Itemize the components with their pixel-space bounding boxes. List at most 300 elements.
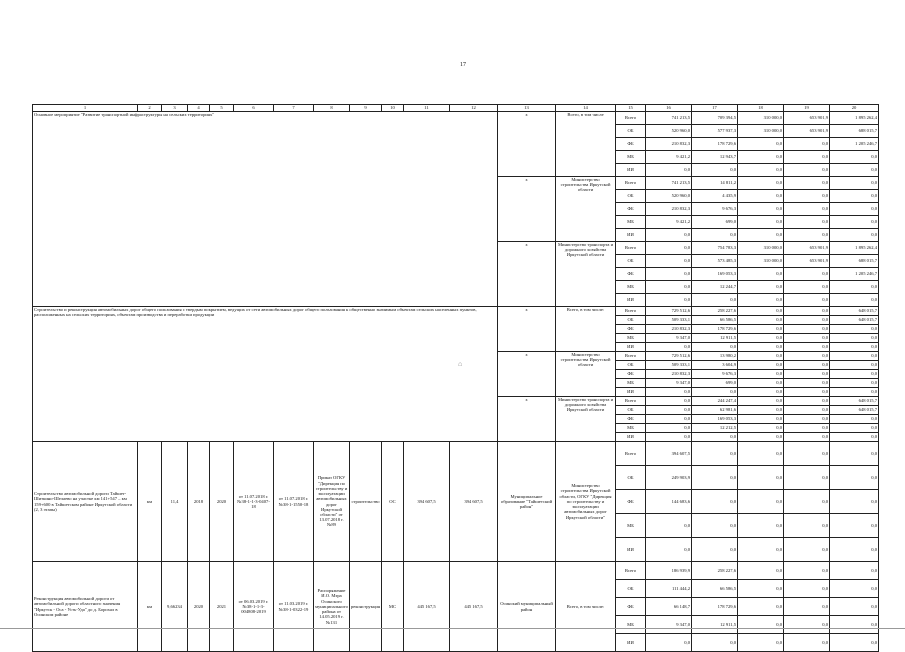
construction-permit: от 11.07.2018 г. №38-1-1550-18 <box>274 442 314 562</box>
amount-cell: 0,0 <box>784 490 830 514</box>
amount-cell: 0,0 <box>784 616 830 634</box>
object-status: МС <box>382 562 404 652</box>
column-number: 9 <box>350 105 382 112</box>
amount-cell: 0,0 <box>784 370 830 379</box>
fund-source: Всего <box>616 352 646 361</box>
amount-cell: 729 512,6 <box>646 352 692 361</box>
table-row <box>33 562 879 580</box>
amount-cell: 0,0 <box>784 307 830 316</box>
amount-cell: 249 903,9 <box>646 466 692 490</box>
amount-cell: 0,0 <box>738 634 784 652</box>
amount-cell: 1 205 246,7 <box>830 268 879 281</box>
amount-cell: 0,0 <box>738 316 784 325</box>
amount-cell: 1 205 246,7 <box>830 138 879 151</box>
amount-cell: 0,0 <box>784 361 830 370</box>
amount-cell: 0,0 <box>784 538 830 562</box>
amount-cell: 0,0 <box>830 415 879 424</box>
amount-cell: 0,0 <box>830 379 879 388</box>
amount-cell: 169 053,3 <box>692 268 738 281</box>
amount-cell: 0,0 <box>646 242 692 255</box>
fund-source: МБ <box>616 216 646 229</box>
amount-cell: 0,0 <box>692 229 738 242</box>
fund-source: МБ <box>616 424 646 433</box>
amount-cell: 0,0 <box>830 361 879 370</box>
amount-cell: 0,0 <box>692 634 738 652</box>
table-row <box>33 105 879 112</box>
column-number: 6 <box>234 105 274 112</box>
amount-cell: 0,0 <box>784 634 830 652</box>
amount-cell: 0,0 <box>646 415 692 424</box>
fund-source: ОБ <box>616 406 646 415</box>
amount-cell: 0,0 <box>830 334 879 343</box>
amount-cell: 0,0 <box>738 294 784 307</box>
capacity: 11,4 <box>162 442 188 562</box>
remaining-cost: 445 167,5 <box>450 562 498 652</box>
amount-cell: 210 832,3 <box>646 203 692 216</box>
amount-cell: 0,0 <box>830 216 879 229</box>
amount-cell: 0,0 <box>784 415 830 424</box>
program-table <box>32 104 879 652</box>
responsible-executor: Министерство строительства Иркутской области, ОГКУ "Дирекция по строительству и эксплуатации автомобильных дорог Иркутской области" <box>556 442 616 562</box>
amount-cell: 144 683,6 <box>646 490 692 514</box>
amount-cell: 0,0 <box>830 229 879 242</box>
amount-cell: 653 901,9 <box>784 125 830 138</box>
amount-cell: 509 333,1 <box>646 316 692 325</box>
fund-source: Всего <box>616 177 646 190</box>
amount-cell: 729 512,6 <box>646 307 692 316</box>
column-number: 19 <box>784 105 830 112</box>
column-number: 8 <box>314 105 350 112</box>
amount-cell: 741 213,5 <box>646 177 692 190</box>
fund-source: Всего <box>616 442 646 466</box>
fund-source: ОБ <box>616 125 646 138</box>
amount-cell: 0,0 <box>830 177 879 190</box>
capacity: 9,66234 <box>162 562 188 652</box>
fund-source: Всего <box>616 307 646 316</box>
end-year: 2020 <box>210 442 234 562</box>
amount-cell: 0,0 <box>692 442 738 466</box>
amount-cell: 0,0 <box>646 433 692 442</box>
amount-cell: 0,0 <box>738 433 784 442</box>
column-number: 4 <box>188 105 210 112</box>
amount-cell: 310 000,0 <box>738 242 784 255</box>
amount-cell: 66 586,5 <box>692 580 738 598</box>
amount-cell: 186 939,9 <box>646 562 692 580</box>
amount-cell: 9 347,0 <box>646 616 692 634</box>
amount-cell: 0,0 <box>784 190 830 203</box>
amount-cell: 14 811,2 <box>692 177 738 190</box>
fund-source: МБ <box>616 281 646 294</box>
amount-cell: 111 444,2 <box>646 580 692 598</box>
amount-cell: 0,0 <box>830 325 879 334</box>
amount-cell: 258 227,6 <box>692 307 738 316</box>
amount-cell: 9 421,2 <box>646 151 692 164</box>
amount-cell: 0,0 <box>646 255 692 268</box>
works-type: реконструкция <box>350 562 382 652</box>
fund-source: ФБ <box>616 325 646 334</box>
amount-cell: 0,0 <box>830 343 879 352</box>
amount-cell: 0,0 <box>784 352 830 361</box>
amount-cell: 0,0 <box>830 424 879 433</box>
amount-cell: 699,0 <box>692 216 738 229</box>
column-number: 15 <box>616 105 646 112</box>
amount-cell: 169 053,3 <box>692 415 738 424</box>
amount-cell: 1 895 262,4 <box>830 112 879 125</box>
fund-source: МБ <box>616 514 646 538</box>
fund-source: Всего <box>616 112 646 125</box>
amount-cell: 0,0 <box>784 433 830 442</box>
unit: км <box>138 562 162 652</box>
amount-cell: 688 015,7 <box>830 255 879 268</box>
amount-cell: 0,0 <box>738 325 784 334</box>
amount-cell: 0,0 <box>738 190 784 203</box>
responsible-executor: Министерство транспорта и дорожного хозяйства Иркутской области <box>556 397 616 442</box>
amount-cell: 0,0 <box>738 307 784 316</box>
amount-cell: 0,0 <box>784 514 830 538</box>
fund-source: ФБ <box>616 138 646 151</box>
amount-cell: 0,0 <box>692 538 738 562</box>
fund-source: ОБ <box>616 190 646 203</box>
amount-cell: 9 676,3 <box>692 370 738 379</box>
fund-source: МБ <box>616 334 646 343</box>
amount-cell: 0,0 <box>784 562 830 580</box>
amount-cell: 310 000,0 <box>738 125 784 138</box>
expert-conclusion: от 06.03.2019 г. №38-1-1-3-004808-2019 <box>234 562 274 652</box>
responsible-executor: Министерство транспорта и дорожного хозяйства Иркутской области <box>556 242 616 307</box>
amount-cell: 0,0 <box>830 562 879 580</box>
amount-cell: 709 394,5 <box>692 112 738 125</box>
amount-cell: 0,0 <box>784 281 830 294</box>
amount-cell: 0,0 <box>692 294 738 307</box>
responsible-executor: Всего, в том числе <box>556 112 616 177</box>
amount-cell: 0,0 <box>692 388 738 397</box>
fund-source: ИИ <box>616 538 646 562</box>
amount-cell: 0,0 <box>830 433 879 442</box>
amount-cell: 12 943,7 <box>692 151 738 164</box>
amount-cell: 0,0 <box>738 580 784 598</box>
amount-cell: 9 676,3 <box>692 203 738 216</box>
amount-cell: 4 435,9 <box>692 190 738 203</box>
fund-source: Всего <box>616 562 646 580</box>
page-bottom-rule <box>0 628 905 631</box>
amount-cell: 0,0 <box>738 379 784 388</box>
column-number: 5 <box>210 105 234 112</box>
column-number: 17 <box>692 105 738 112</box>
amount-cell: 0,0 <box>784 379 830 388</box>
amount-cell: 0,0 <box>738 138 784 151</box>
fund-source: ФБ <box>616 268 646 281</box>
fund-source: ОБ <box>616 316 646 325</box>
scan-mark: ⌂ <box>458 360 463 368</box>
fund-source: ОБ <box>616 255 646 268</box>
amount-cell: 0,0 <box>784 406 830 415</box>
fund-source: ИИ <box>616 164 646 177</box>
amount-cell: 12 911,5 <box>692 334 738 343</box>
x-mark: х <box>498 397 556 442</box>
amount-cell: 310 000,0 <box>738 255 784 268</box>
fund-source: ФБ <box>616 490 646 514</box>
amount-cell: 0,0 <box>646 406 692 415</box>
amount-cell: 178 729,6 <box>692 598 738 616</box>
fund-source: ФБ <box>616 415 646 424</box>
amount-cell: 66 148,7 <box>646 598 692 616</box>
start-year: 2020 <box>188 562 210 652</box>
amount-cell: 0,0 <box>738 442 784 466</box>
fund-source: ФБ <box>616 370 646 379</box>
amount-cell: 0,0 <box>830 538 879 562</box>
amount-cell: 0,0 <box>738 281 784 294</box>
column-number: 10 <box>382 105 404 112</box>
fund-source: ИИ <box>616 294 646 307</box>
amount-cell: 210 832,3 <box>646 370 692 379</box>
column-number: 7 <box>274 105 314 112</box>
amount-cell: 0,0 <box>738 616 784 634</box>
amount-cell: 0,0 <box>738 388 784 397</box>
amount-cell: 0,0 <box>830 514 879 538</box>
amount-cell: 178 729,6 <box>692 325 738 334</box>
responsible-executor: Министерство строительства Иркутской области <box>556 177 616 242</box>
amount-cell: 0,0 <box>784 598 830 616</box>
end-year: 2021 <box>210 562 234 652</box>
amount-cell: 12 244,7 <box>692 281 738 294</box>
amount-cell: 9 347,0 <box>646 379 692 388</box>
fund-source: ИИ <box>616 634 646 652</box>
amount-cell: 0,0 <box>784 138 830 151</box>
amount-cell: 394 607,5 <box>646 442 692 466</box>
amount-cell: 0,0 <box>738 538 784 562</box>
amount-cell: 0,0 <box>646 424 692 433</box>
amount-cell: 0,0 <box>784 325 830 334</box>
amount-cell: 0,0 <box>830 580 879 598</box>
amount-cell: 0,0 <box>692 466 738 490</box>
amount-cell: 0,0 <box>830 442 879 466</box>
amount-cell: 0,0 <box>738 490 784 514</box>
x-mark: х <box>498 242 556 307</box>
amount-cell: 648 015,7 <box>830 316 879 325</box>
amount-cell: 0,0 <box>784 397 830 406</box>
amount-cell: 741 213,5 <box>646 112 692 125</box>
amount-cell: 0,0 <box>646 229 692 242</box>
amount-cell: 688 015,7 <box>830 125 879 138</box>
measure-name: Строительство и реконструкция автомобильных дорог общего пользования с твердым покрытием, ведущих от сети автомобильных дорог общего пользования к общественно значимым объектам сельских населенных пунктов, расположенных на сельских территориях, объектам производства и переработки продукции <box>33 307 498 442</box>
fund-source: ИИ <box>616 229 646 242</box>
object-status: ОС <box>382 442 404 562</box>
start-year: 2018 <box>188 442 210 562</box>
amount-cell: 0,0 <box>738 352 784 361</box>
total-cost: 394 607,5 <box>404 442 450 562</box>
amount-cell: 0,0 <box>784 466 830 490</box>
amount-cell: 0,0 <box>830 466 879 490</box>
amount-cell: 653 901,9 <box>784 255 830 268</box>
amount-cell: 0,0 <box>830 598 879 616</box>
amount-cell: 0,0 <box>830 281 879 294</box>
object-name: Строительство автомобильной дороги Тайшет-Шиткино-Шелаево на участке км 141+547 – км 159+600 в Тайшетском районе Иркутской области (2, 3 этапы) <box>33 442 138 562</box>
amount-cell: 0,0 <box>646 294 692 307</box>
column-number: 20 <box>830 105 879 112</box>
amount-cell: 0,0 <box>830 294 879 307</box>
responsible-executor: Всего, в том числе: <box>556 562 616 652</box>
amount-cell: 520 960,0 <box>646 125 692 138</box>
works-type: строительство <box>350 442 382 562</box>
amount-cell: 509 333,1 <box>646 361 692 370</box>
x-mark: х <box>498 177 556 242</box>
amount-cell: 0,0 <box>738 177 784 190</box>
amount-cell: 0,0 <box>830 151 879 164</box>
x-mark: х <box>498 112 556 177</box>
amount-cell: 0,0 <box>738 229 784 242</box>
amount-cell: 699,0 <box>692 379 738 388</box>
amount-cell: 0,0 <box>738 268 784 281</box>
amount-cell: 66 586,5 <box>692 316 738 325</box>
amount-cell: 0,0 <box>738 343 784 352</box>
amount-cell: 0,0 <box>830 370 879 379</box>
amount-cell: 0,0 <box>646 514 692 538</box>
amount-cell: 0,0 <box>646 343 692 352</box>
responsible-executor: Министерство строительства Иркутской области <box>556 352 616 397</box>
amount-cell: 0,0 <box>738 406 784 415</box>
column-number: 11 <box>404 105 450 112</box>
fund-source: ИИ <box>616 433 646 442</box>
table-row <box>33 442 879 466</box>
amount-cell: 0,0 <box>738 397 784 406</box>
amount-cell: 0,0 <box>738 370 784 379</box>
table-row <box>33 112 879 125</box>
amount-cell: 0,0 <box>692 164 738 177</box>
amount-cell: 0,0 <box>738 415 784 424</box>
amount-cell: 0,0 <box>692 343 738 352</box>
fund-source: ИИ <box>616 343 646 352</box>
amount-cell: 754 783,3 <box>692 242 738 255</box>
fund-source: ФБ <box>616 203 646 216</box>
customer: Муниципальное образование "Тайшетский район" <box>498 442 556 562</box>
amount-cell: 0,0 <box>646 397 692 406</box>
amount-cell: 0,0 <box>784 177 830 190</box>
amount-cell: 653 901,9 <box>784 242 830 255</box>
amount-cell: 3 604,9 <box>692 361 738 370</box>
column-number: 18 <box>738 105 784 112</box>
column-number: 1 <box>33 105 138 112</box>
fund-source: ОБ <box>616 466 646 490</box>
amount-cell: 0,0 <box>784 294 830 307</box>
unit: км <box>138 442 162 562</box>
amount-cell: 210 832,3 <box>646 138 692 151</box>
fund-source: МБ <box>616 379 646 388</box>
amount-cell: 0,0 <box>784 216 830 229</box>
amount-cell: 0,0 <box>738 334 784 343</box>
object-name: Реконструкция автомобильной дороги от автомобильной дороги областного значения "Иркутск - Оса - Усть-Уда" до д. Борохал в Осинском районе <box>33 562 138 652</box>
column-number: 3 <box>162 105 188 112</box>
amount-cell: 0,0 <box>692 433 738 442</box>
amount-cell: 0,0 <box>738 151 784 164</box>
fund-source: ИИ <box>616 388 646 397</box>
amount-cell: 0,0 <box>784 580 830 598</box>
fund-source: ФБ <box>616 598 646 616</box>
amount-cell: 0,0 <box>784 268 830 281</box>
approval-order: Распоряжение И.О. Мэра Осинского муниципального района от 14.05.2019 г. №131 <box>314 562 350 652</box>
amount-cell: 0,0 <box>784 316 830 325</box>
amount-cell: 0,0 <box>692 514 738 538</box>
amount-cell: 0,0 <box>738 598 784 616</box>
amount-cell: 573 485,3 <box>692 255 738 268</box>
column-number: 12 <box>450 105 498 112</box>
amount-cell: 0,0 <box>784 343 830 352</box>
amount-cell: 0,0 <box>784 229 830 242</box>
fund-source: ОБ <box>616 580 646 598</box>
amount-cell: 0,0 <box>830 490 879 514</box>
amount-cell: 0,0 <box>646 164 692 177</box>
column-number: 2 <box>138 105 162 112</box>
amount-cell: 0,0 <box>784 442 830 466</box>
amount-cell: 13 980,2 <box>692 352 738 361</box>
amount-cell: 0,0 <box>738 216 784 229</box>
amount-cell: 0,0 <box>784 388 830 397</box>
amount-cell: 648 015,7 <box>830 307 879 316</box>
amount-cell: 0,0 <box>830 352 879 361</box>
column-number: 16 <box>646 105 692 112</box>
amount-cell: 648 015,7 <box>830 397 879 406</box>
page-number: 17 <box>460 62 466 68</box>
amount-cell: 0,0 <box>830 164 879 177</box>
amount-cell: 1 895 262,4 <box>830 242 879 255</box>
amount-cell: 0,0 <box>738 466 784 490</box>
amount-cell: 9 421,2 <box>646 216 692 229</box>
amount-cell: 62 981,6 <box>692 406 738 415</box>
column-number: 13 <box>498 105 556 112</box>
amount-cell: 210 832,3 <box>646 325 692 334</box>
remaining-cost: 394 607,5 <box>450 442 498 562</box>
amount-cell: 0,0 <box>646 538 692 562</box>
amount-cell: 0,0 <box>784 424 830 433</box>
amount-cell: 0,0 <box>784 151 830 164</box>
amount-cell: 12 911,5 <box>692 616 738 634</box>
amount-cell: 0,0 <box>738 562 784 580</box>
amount-cell: 0,0 <box>738 514 784 538</box>
fund-source: Всего <box>616 242 646 255</box>
table-row <box>33 307 879 316</box>
fund-source: МБ <box>616 151 646 164</box>
amount-cell: 653 901,9 <box>784 112 830 125</box>
amount-cell: 0,0 <box>830 616 879 634</box>
amount-cell: 0,0 <box>738 424 784 433</box>
x-mark: х <box>498 352 556 397</box>
fund-source: Всего <box>616 397 646 406</box>
amount-cell: 258 227,6 <box>692 562 738 580</box>
amount-cell: 0,0 <box>784 334 830 343</box>
amount-cell: 9 347,0 <box>646 334 692 343</box>
total-cost: 445 167,5 <box>404 562 450 652</box>
amount-cell: 0,0 <box>646 281 692 294</box>
amount-cell: 178 729,6 <box>692 138 738 151</box>
amount-cell: 648 015,7 <box>830 406 879 415</box>
approval-order: Приказ ОГКУ "Дирекция по строительству и эксплуатации автомобильных дорог Иркутской области" от 13.07.2018 г. №89 <box>314 442 350 562</box>
amount-cell: 520 960,0 <box>646 190 692 203</box>
responsible-executor: Всего, в том числе: <box>556 307 616 352</box>
expert-conclusion: от 11.07.2018 г. №38-1-1-3-0407-18 <box>234 442 274 562</box>
amount-cell: 0,0 <box>646 268 692 281</box>
amount-cell: 0,0 <box>830 203 879 216</box>
amount-cell: 244 247,4 <box>692 397 738 406</box>
customer: Осинский муниципальный район <box>498 562 556 652</box>
amount-cell: 0,0 <box>646 388 692 397</box>
x-mark: х <box>498 307 556 352</box>
amount-cell: 0,0 <box>784 164 830 177</box>
amount-cell: 0,0 <box>738 203 784 216</box>
amount-cell: 0,0 <box>830 634 879 652</box>
amount-cell: 0,0 <box>784 203 830 216</box>
amount-cell: 0,0 <box>738 361 784 370</box>
amount-cell: 0,0 <box>692 490 738 514</box>
amount-cell: 310 000,0 <box>738 112 784 125</box>
